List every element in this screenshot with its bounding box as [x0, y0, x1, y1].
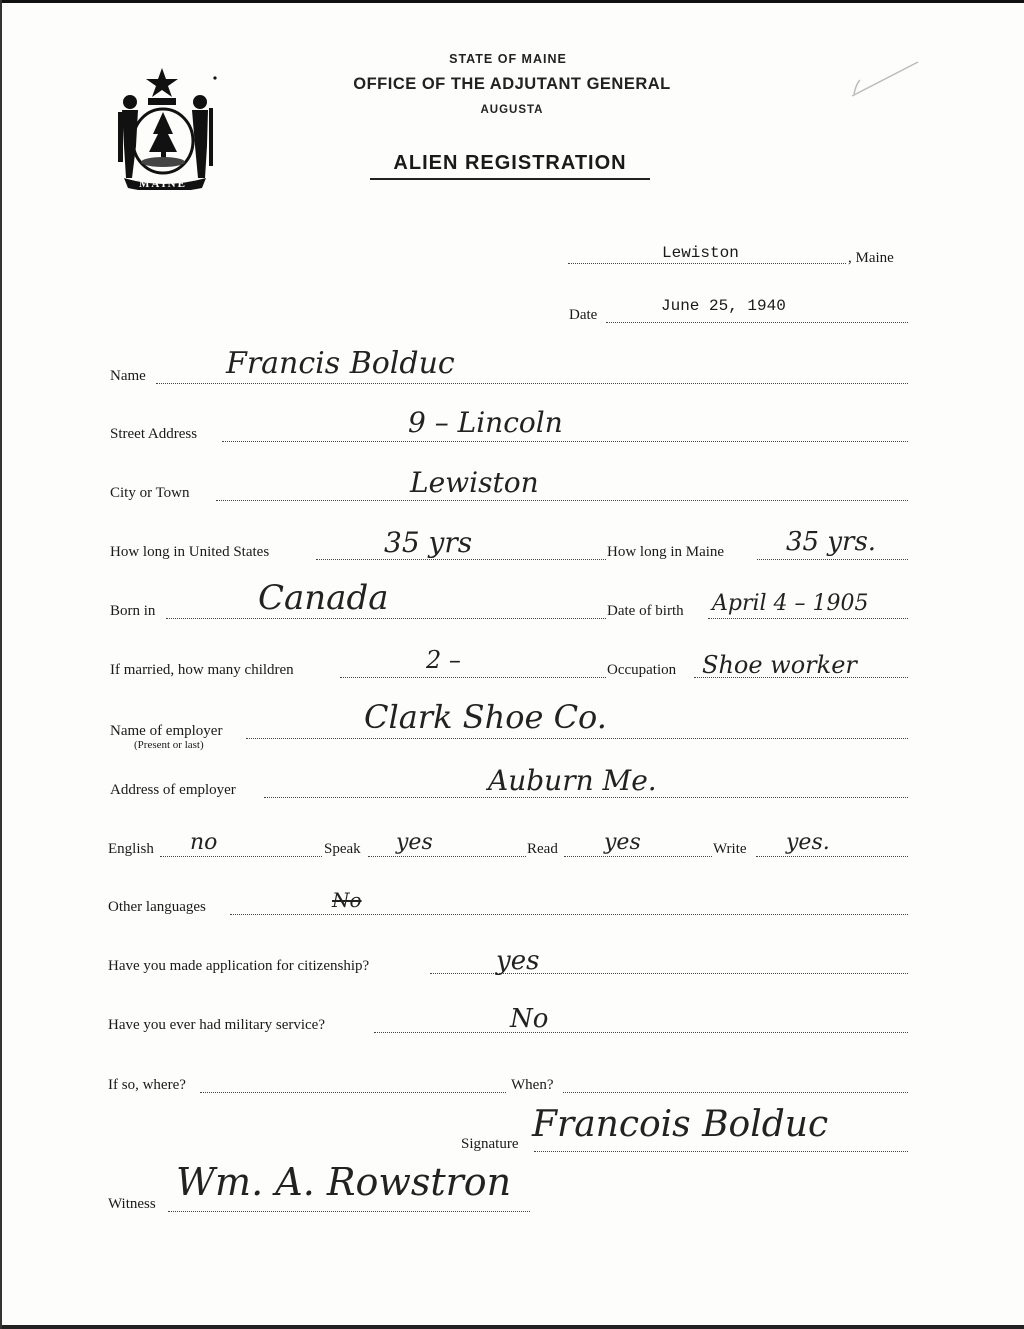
when-label: When? [511, 1077, 554, 1093]
name-value: Francis Bolduc [226, 346, 455, 381]
read-value: yes [604, 830, 641, 855]
employer-address-label: Address of employer [110, 782, 236, 798]
dob-line [708, 618, 908, 619]
date-value: June 25, 1940 [661, 297, 786, 315]
born-in-line [166, 618, 606, 619]
employer-note: (Present or last) [134, 739, 204, 751]
employer-label: Name of employer [110, 723, 223, 739]
signature-value: Francois Bolduc [532, 1104, 829, 1145]
where-label: If so, where? [108, 1077, 186, 1093]
name-line [156, 383, 908, 384]
street-value: 9 – Lincoln [408, 406, 563, 439]
maine-years-label: How long in Maine [607, 544, 725, 560]
children-line [340, 677, 606, 678]
city-line [216, 500, 908, 501]
citizenship-label: Have you made application for citizenship? [108, 958, 370, 974]
witness-label: Witness [108, 1196, 156, 1212]
witness-value: Wm. A. Rowstron [176, 1160, 512, 1204]
employer-line [246, 738, 908, 739]
witness-line [168, 1211, 530, 1212]
name-label: Name [110, 368, 146, 384]
military-line [374, 1032, 908, 1033]
military-label: Have you ever had military service? [108, 1017, 325, 1033]
dob-label: Date of birth [607, 603, 684, 619]
street-label: Street Address [110, 426, 198, 442]
dob-value: April 4 – 1905 [712, 591, 869, 616]
place-line [568, 263, 846, 264]
read-label: Read [527, 841, 558, 857]
employer-value: Clark Shoe Co. [364, 698, 607, 736]
street-line [222, 441, 908, 442]
children-label: If married, how many children [110, 662, 294, 678]
city-label: City or Town [110, 485, 190, 501]
header-city: AUGUSTA [480, 104, 544, 116]
page-bottom-border [0, 1325, 1024, 1329]
page-left-border [0, 0, 2, 1329]
when-line [563, 1092, 908, 1093]
date-line [606, 322, 908, 323]
english-label: English [108, 841, 154, 857]
write-value: yes. [786, 830, 830, 855]
english-value: no [190, 830, 218, 855]
employer-address-line [264, 797, 908, 798]
us-years-line [316, 559, 606, 560]
city-value: Lewiston [410, 466, 539, 499]
employer-address-value: Auburn Me. [488, 764, 657, 797]
header-state: STATE OF MAINE [449, 52, 567, 66]
other-languages-line [230, 914, 908, 915]
speak-value: yes [396, 830, 433, 855]
born-in-label: Born in [110, 603, 156, 619]
occupation-value: Shoe worker [702, 651, 857, 679]
form-title: ALIEN REGISTRATION [370, 152, 650, 180]
speak-label: Speak [324, 841, 361, 857]
place-suffix: , Maine [848, 250, 894, 266]
write-line [756, 856, 908, 857]
date-label: Date [569, 307, 598, 323]
maine-years-value: 35 yrs. [786, 527, 877, 557]
born-in-value: Canada [258, 578, 389, 618]
speak-line [368, 856, 526, 857]
citizenship-value: yes [496, 946, 540, 976]
svg-text:MAINE: MAINE [139, 178, 187, 190]
read-line [564, 856, 712, 857]
military-value: No [510, 1004, 549, 1034]
signature-label: Signature [461, 1136, 519, 1152]
place-value: Lewiston [662, 244, 739, 262]
page-top-border [0, 0, 1024, 3]
other-languages-value: No [332, 888, 362, 912]
us-years-value: 35 yrs [384, 526, 473, 559]
write-label: Write [713, 841, 747, 857]
where-line [200, 1092, 506, 1093]
english-line [160, 856, 322, 857]
us-years-label: How long in United States [110, 544, 270, 560]
occupation-label: Occupation [607, 662, 677, 678]
children-value: 2 – [426, 646, 461, 674]
signature-line [534, 1151, 908, 1152]
header-office: OFFICE OF THE ADJUTANT GENERAL [353, 75, 671, 93]
maine-years-line [757, 559, 908, 560]
other-languages-label: Other languages [108, 899, 206, 915]
